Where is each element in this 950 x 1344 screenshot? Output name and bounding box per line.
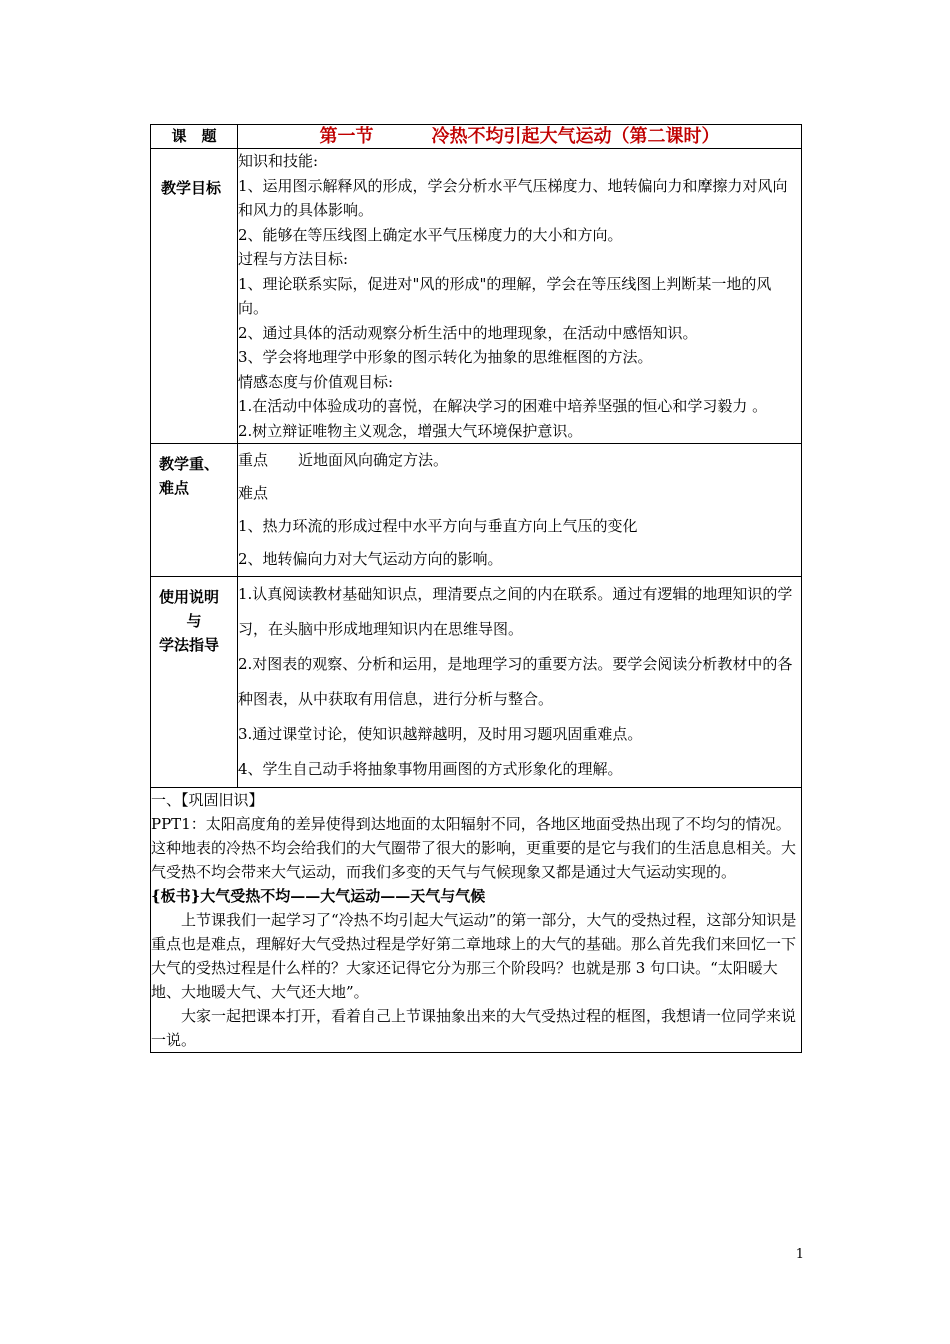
key-point-line: 重点 近地面风向确定方法。 — [238, 451, 449, 469]
guidance-row — [151, 577, 802, 788]
guidance-content — [238, 577, 802, 788]
objectives-label: 教学目标 — [161, 179, 222, 197]
lesson-title — [238, 125, 802, 149]
lesson-paragraph: 上节课我们一起学习了“冷热不均引起大气运动”的第一部分，大气的受热过程，这部分知识是重点也是难点，理解好大气受热过程是学好第二章地球上的大气的基础。那么首先我们来回忆一下大气的受热过程是什么样的？大家还记得它分为那三个阶段吗？也就是那 3 句口诀。“太阳暖大地、大地暖大气、大气还大地”。 — [151, 911, 797, 1001]
page-number: 1 — [795, 1247, 804, 1262]
lesson-body-row — [151, 788, 802, 1053]
guidance-label: 使用说明 与 学法指导 — [159, 588, 220, 654]
objective-line: 过程与方法目标: — [238, 250, 349, 268]
objective-line: 1.在活动中体验成功的喜悦，在解决学习的困难中培养坚强的恒心和学习毅力 。 — [238, 397, 768, 415]
board-note: {板书}大气受热不均——大气运动——天气与气候 — [151, 887, 486, 905]
key-point-line: 1、热力环流的形成过程中水平方向与垂直方向上气压的变化 — [238, 517, 638, 535]
section-heading: 一、【巩固旧识】 — [151, 791, 264, 809]
topic-label: 课 题 — [151, 125, 238, 149]
lesson-plan-table — [150, 124, 802, 1053]
lesson-paragraph: 大家一起把课本打开，看着自己上节课抽象出来的大气受热过程的框图，我想请一位同学来说一说。 — [151, 1007, 797, 1049]
objectives-row — [151, 149, 802, 444]
objective-line: 情感态度与价值观目标: — [238, 372, 394, 391]
objective-line: 知识和技能: — [238, 152, 319, 170]
objective-line: 2、能够在等压线图上确定水平气压梯度力的大小和方向。 — [238, 225, 623, 244]
guidance-line: 2.对图表的观察、分析和运用，是地理学习的重要方法。要学会阅读分析教材中的各种图表，从中获取有用信息，进行分析与整合。 — [238, 655, 793, 708]
header-row — [151, 125, 802, 149]
objectives-content — [238, 149, 802, 444]
ppt1-paragraph: PPT1：太阳高度角的差异使得到达地面的太阳辐射不同，各地区地面受热出现了不均匀的情况。这种地表的冷热不均会给我们的大气圈带了很大的影响，更重要的是它与我们的生活息息相关。大气受热不均会带来大气运动，而我们多变的天气与气候现象又都是通过大气运动实现的。 — [151, 815, 797, 881]
key-points-content — [238, 444, 802, 577]
title-section: 第一节 — [319, 126, 374, 147]
guidance-line: 3.通过课堂讨论，使知识越辩越明，及时用习题巩固重难点。 — [238, 725, 643, 743]
lesson-body — [151, 788, 802, 1053]
guidance-line: 1.认真阅读教材基础知识点，理清要点之间的内在联系。通过有逻辑的地理知识的学习，在头脑中形成地理知识内在思维导图。 — [238, 585, 793, 638]
objective-line: 2、通过具体的活动观察分析生活中的地理现象，在活动中感悟知识。 — [238, 323, 698, 342]
objective-line: 1、理论联系实际，促进对"风的形成"的理解，学会在等压线图上判断某一地的风向。 — [238, 274, 772, 317]
key-points-row — [151, 444, 802, 577]
objective-line: 2.树立辩证唯物主义观念，增强大气环境保护意识。 — [238, 421, 583, 440]
key-point-line: 难点 — [238, 484, 269, 502]
key-points-label: 教学重、 难点 — [159, 455, 220, 497]
objective-line: 3、学会将地理学中形象的图示转化为抽象的思维框图的方法。 — [238, 348, 653, 366]
key-point-line: 2、地转偏向力对大气运动方向的影响。 — [238, 550, 503, 568]
guidance-line: 4、学生自己动手将抽象事物用画图的方式形象化的理解。 — [238, 760, 623, 778]
title-topic: 冷热不均引起大气运动（第二课时） — [431, 126, 720, 147]
objective-line: 1、运用图示解释风的形成，学会分析水平气压梯度力、地转偏向力和摩擦力对风向和风力的具体影响。 — [238, 176, 788, 219]
